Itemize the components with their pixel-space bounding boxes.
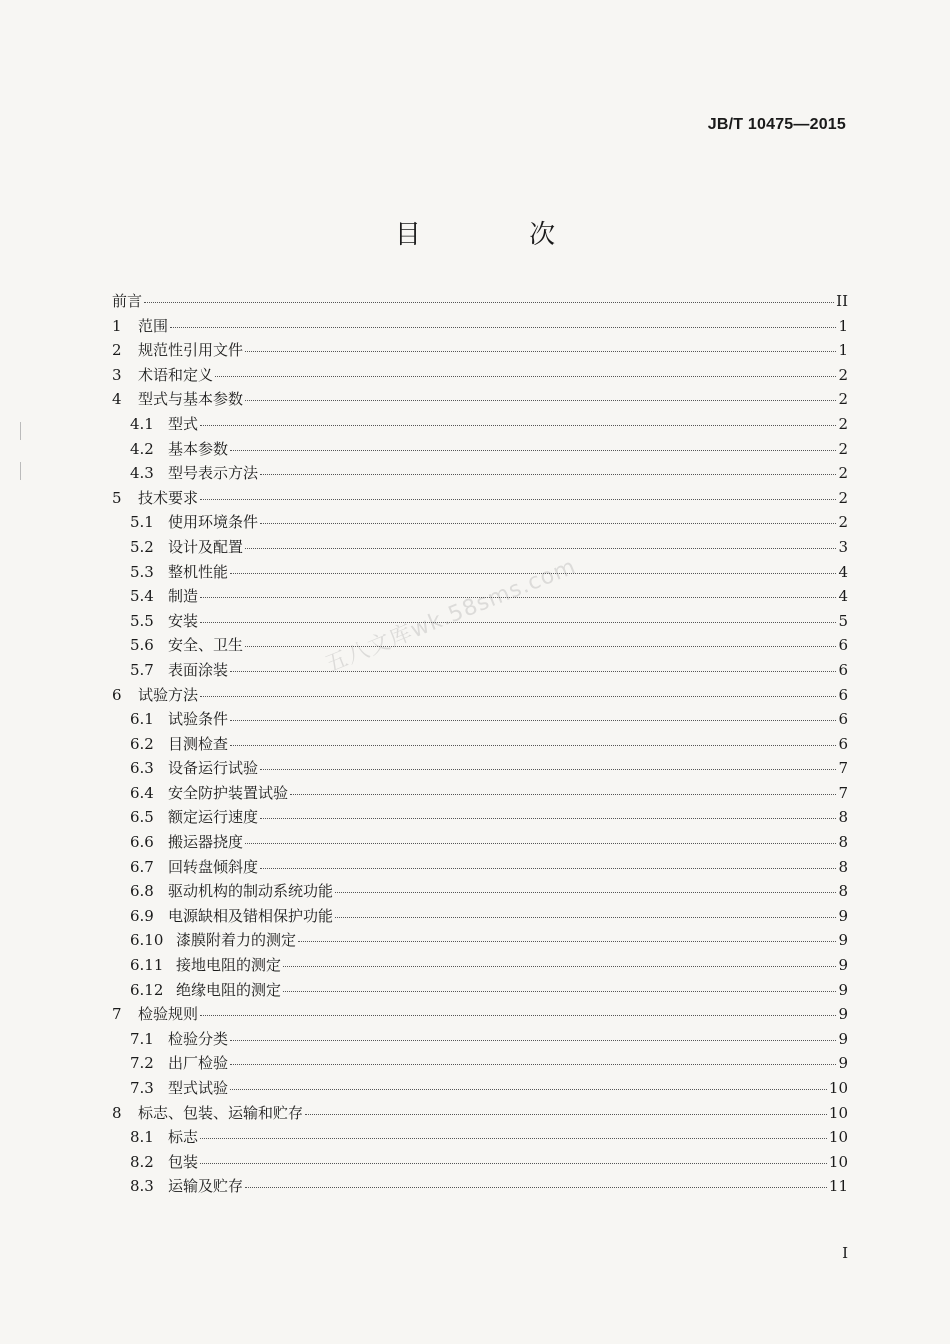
toc-entry[interactable] (112, 585, 848, 610)
toc-leader-dots (245, 1187, 827, 1188)
toc-leader-dots (230, 1040, 836, 1041)
toc-entry-label: 试验条件 (168, 710, 229, 729)
toc-entry-page: 4 (838, 587, 848, 606)
toc-entry[interactable] (112, 733, 848, 758)
toc-entry-number: 5.3 (130, 562, 154, 581)
toc-entry-label: 型式 (168, 414, 199, 433)
toc-entry-label: 检验规则 (138, 1005, 199, 1024)
toc-entry-page: 2 (838, 414, 848, 433)
toc-entry-number: 8 (112, 1103, 122, 1122)
toc-entry-number: 6 (112, 685, 122, 704)
toc-entry-number: 5 (112, 488, 122, 507)
toc-entry-page: 6 (838, 710, 848, 729)
toc-entry-label: 电源缺相及错相保护功能 (168, 906, 334, 925)
toc-entry-number: 6.7 (130, 857, 154, 876)
toc-entry-number: 4.2 (130, 439, 154, 458)
toc-entry-page: 2 (838, 390, 848, 409)
toc-entry-label: 包装 (168, 1152, 199, 1171)
toc-entry-page: 6 (838, 660, 848, 679)
toc-entry[interactable] (112, 782, 848, 807)
toc-entry-number: 4 (112, 390, 122, 409)
toc-entry-page: 8 (838, 857, 848, 876)
toc-entry-label: 安全防护装置试验 (168, 783, 289, 802)
toc-entry-page: 1 (838, 341, 848, 360)
toc-leader-dots (200, 696, 836, 697)
toc-entry[interactable] (112, 856, 848, 881)
toc-leader-dots (200, 597, 836, 598)
toc-entry-label: 型式试验 (168, 1079, 229, 1097)
toc-entry[interactable] (112, 290, 848, 315)
toc-entry-label: 安全、卫生 (168, 636, 244, 655)
toc-entry-label: 接地电阻的测定 (176, 956, 282, 975)
toc-entry[interactable] (112, 1175, 848, 1200)
toc-entry-number: 6.11 (130, 956, 164, 975)
toc-entry-page: 7 (838, 783, 848, 802)
toc-entry[interactable] (112, 1077, 848, 1102)
table-of-contents (112, 290, 848, 1200)
toc-entry-label: 表面涂装 (168, 660, 229, 679)
toc-entry-label: 标志、包装、运输和贮存 (138, 1103, 304, 1122)
toc-entry-label: 搬运器挠度 (168, 833, 244, 852)
toc-entry-page: 8 (838, 882, 848, 901)
toc-entry-label: 型号表示方法 (168, 464, 259, 483)
toc-entry[interactable] (112, 536, 848, 561)
toc-entry-page: 3 (838, 537, 848, 556)
toc-leader-dots (230, 720, 836, 721)
toc-leader-dots (260, 474, 836, 475)
toc-entry-page: 10 (828, 1152, 848, 1171)
toc-entry-label: 漆膜附着力的测定 (176, 931, 297, 950)
toc-entry-number: 6.8 (130, 882, 154, 901)
toc-entry[interactable] (112, 1052, 848, 1077)
toc-leader-dots (245, 646, 836, 647)
toc-entry-page: 8 (838, 808, 848, 827)
toc-entry[interactable] (112, 929, 848, 954)
toc-entry-label: 检验分类 (168, 1029, 229, 1048)
toc-entry-label: 使用环境条件 (168, 513, 259, 532)
toc-leader-dots (230, 573, 836, 574)
toc-entry-label: 整机性能 (168, 562, 229, 581)
toc-entry-number: 8.3 (130, 1177, 154, 1196)
toc-entry[interactable] (112, 315, 848, 340)
toc-entry[interactable] (112, 880, 848, 905)
toc-leader-dots (245, 351, 836, 352)
toc-leader-dots (230, 745, 836, 746)
toc-leader-dots (230, 1064, 836, 1065)
toc-entry[interactable] (112, 462, 848, 487)
toc-entry-page: 2 (838, 488, 848, 507)
toc-entry-page: 9 (838, 980, 848, 999)
toc-entry-number: 2 (112, 341, 122, 360)
toc-entry-number: 5.6 (130, 636, 154, 655)
toc-entry[interactable] (112, 487, 848, 512)
toc-entry[interactable] (112, 561, 848, 586)
toc-entry-page: 10 (828, 1079, 848, 1097)
toc-entry-label: 试验方法 (138, 685, 199, 704)
toc-leader-dots (305, 1114, 827, 1115)
toc-entry-number: 7 (112, 1005, 122, 1024)
toc-entry[interactable] (112, 905, 848, 930)
toc-entry[interactable] (112, 1003, 848, 1028)
toc-entry-page: 10 (828, 1128, 848, 1147)
toc-entry-label: 回转盘倾斜度 (168, 857, 259, 876)
toc-entry-page: 6 (838, 685, 848, 704)
toc-entry-label: 绝缘电阻的测定 (176, 980, 282, 999)
toc-entry-page: II (836, 292, 848, 310)
toc-entry-label: 运输及贮存 (168, 1177, 244, 1196)
toc-entry[interactable] (112, 1102, 848, 1127)
toc-leader-dots (215, 376, 836, 377)
toc-entry[interactable] (112, 511, 848, 536)
toc-leader-dots (335, 892, 836, 893)
toc-entry-number: 6.9 (130, 906, 154, 925)
toc-entry-number: 3 (112, 365, 122, 384)
toc-entry-number: 6.12 (130, 980, 164, 999)
toc-leader-dots (200, 1138, 827, 1139)
toc-entry-label: 设计及配置 (168, 537, 244, 556)
standard-code: JB/T 10475—2015 (707, 116, 846, 133)
toc-entry-number: 6.5 (130, 808, 154, 827)
toc-leader-dots (260, 818, 836, 819)
toc-entry-number: 7.3 (130, 1079, 154, 1097)
toc-entry-page: 9 (838, 1054, 848, 1073)
toc-entry-page: 2 (838, 365, 848, 384)
toc-leader-dots (230, 671, 836, 672)
toc-entry-label: 术语和定义 (138, 365, 214, 384)
toc-entry-page: 4 (838, 562, 848, 581)
toc-entry-number: 5.1 (130, 513, 154, 532)
toc-entry-page: 9 (838, 1029, 848, 1048)
toc-entry-page: 8 (838, 833, 848, 852)
toc-entry-number: 7.1 (130, 1029, 154, 1048)
toc-entry[interactable] (112, 806, 848, 831)
toc-entry-number: 7.2 (130, 1054, 154, 1073)
toc-entry-number: 4.3 (130, 464, 154, 483)
toc-entry-page: 9 (838, 931, 848, 950)
toc-entry[interactable] (112, 979, 848, 1004)
toc-entry[interactable] (112, 1126, 848, 1151)
toc-entry-number: 8.2 (130, 1152, 154, 1171)
toc-leader-dots (230, 450, 836, 451)
toc-entry-label: 规范性引用文件 (138, 341, 244, 360)
toc-leader-dots (260, 868, 836, 869)
toc-entry-label: 安装 (168, 611, 199, 630)
toc-entry-label: 标志 (168, 1128, 199, 1147)
toc-entry[interactable] (112, 413, 848, 438)
toc-leader-dots (245, 400, 836, 401)
toc-leader-dots (260, 769, 836, 770)
toc-entry-number: 5.2 (130, 537, 154, 556)
toc-entry[interactable] (112, 339, 848, 364)
toc-entry-page: 7 (838, 759, 848, 778)
toc-leader-dots (335, 917, 836, 918)
binding-mark (20, 422, 21, 440)
toc-leader-dots (245, 548, 836, 549)
toc-entry[interactable] (112, 757, 848, 782)
toc-entry-label: 前言 (112, 292, 143, 310)
toc-entry[interactable] (112, 708, 848, 733)
toc-leader-dots (200, 1015, 836, 1016)
toc-entry-page: 9 (838, 956, 848, 975)
toc-entry-label: 目测检查 (168, 734, 229, 753)
toc-entry-label: 技术要求 (138, 488, 199, 507)
page-title: 目 次 (394, 220, 606, 250)
toc-entry-page: 11 (828, 1177, 848, 1196)
toc-entry[interactable] (112, 684, 848, 709)
toc-leader-dots (144, 302, 834, 303)
toc-entry-page: 2 (838, 439, 848, 458)
toc-entry-number: 6.6 (130, 833, 154, 852)
toc-entry-number: 6.10 (130, 931, 164, 950)
toc-entry-page: 1 (838, 316, 848, 335)
toc-entry[interactable] (112, 364, 848, 389)
toc-leader-dots (260, 523, 836, 524)
toc-entry-label: 出厂检验 (168, 1054, 229, 1073)
toc-entry-page: 10 (828, 1103, 848, 1122)
toc-entry-number: 5.4 (130, 587, 154, 606)
toc-leader-dots (170, 327, 836, 328)
toc-entry[interactable] (112, 438, 848, 463)
toc-entry-label: 额定运行速度 (168, 808, 259, 827)
toc-entry-page: 6 (838, 636, 848, 655)
toc-leader-dots (200, 1163, 827, 1164)
toc-entry-page: 6 (838, 734, 848, 753)
toc-entry[interactable] (112, 954, 848, 979)
toc-entry-label: 基本参数 (168, 439, 229, 458)
toc-entry-label: 型式与基本参数 (138, 390, 244, 409)
toc-entry-number: 6.2 (130, 734, 154, 753)
toc-entry-number: 1 (112, 316, 122, 335)
toc-leader-dots (298, 941, 836, 942)
toc-entry[interactable] (112, 1151, 848, 1176)
toc-entry-number: 5.5 (130, 611, 154, 630)
toc-entry-label: 驱动机构的制动系统功能 (168, 882, 334, 901)
toc-leader-dots (230, 1089, 827, 1090)
toc-entry[interactable] (112, 659, 848, 684)
toc-entry-number: 6.1 (130, 710, 154, 729)
toc-entry[interactable] (112, 388, 848, 413)
toc-entry-number: 4.1 (130, 414, 154, 433)
toc-leader-dots (283, 966, 836, 967)
toc-entry[interactable] (112, 610, 848, 635)
toc-entry-number: 5.7 (130, 660, 154, 679)
binding-mark (20, 462, 21, 480)
toc-leader-dots (200, 499, 836, 500)
toc-entry-page: 5 (838, 611, 848, 630)
toc-entry-label: 范围 (138, 316, 169, 335)
toc-entry-number: 6.4 (130, 783, 154, 802)
toc-leader-dots (200, 622, 836, 623)
toc-entry[interactable] (112, 634, 848, 659)
watermark: 五八文库wk.58sms.com (321, 554, 580, 678)
toc-entry-page: 9 (838, 906, 848, 925)
toc-entry-label: 制造 (168, 587, 199, 606)
toc-entry-number: 8.1 (130, 1128, 154, 1147)
toc-entry-label: 设备运行试验 (168, 759, 259, 778)
toc-entry-page: 9 (838, 1005, 848, 1024)
toc-leader-dots (290, 794, 836, 795)
toc-leader-dots (200, 425, 836, 426)
toc-leader-dots (283, 991, 836, 992)
toc-leader-dots (245, 843, 836, 844)
page-number: I (842, 1244, 848, 1262)
toc-entry[interactable] (112, 831, 848, 856)
toc-entry[interactable] (112, 1028, 848, 1053)
toc-entry-page: 2 (838, 464, 848, 483)
toc-entry-number: 6.3 (130, 759, 154, 778)
toc-entry-page: 2 (838, 513, 848, 532)
